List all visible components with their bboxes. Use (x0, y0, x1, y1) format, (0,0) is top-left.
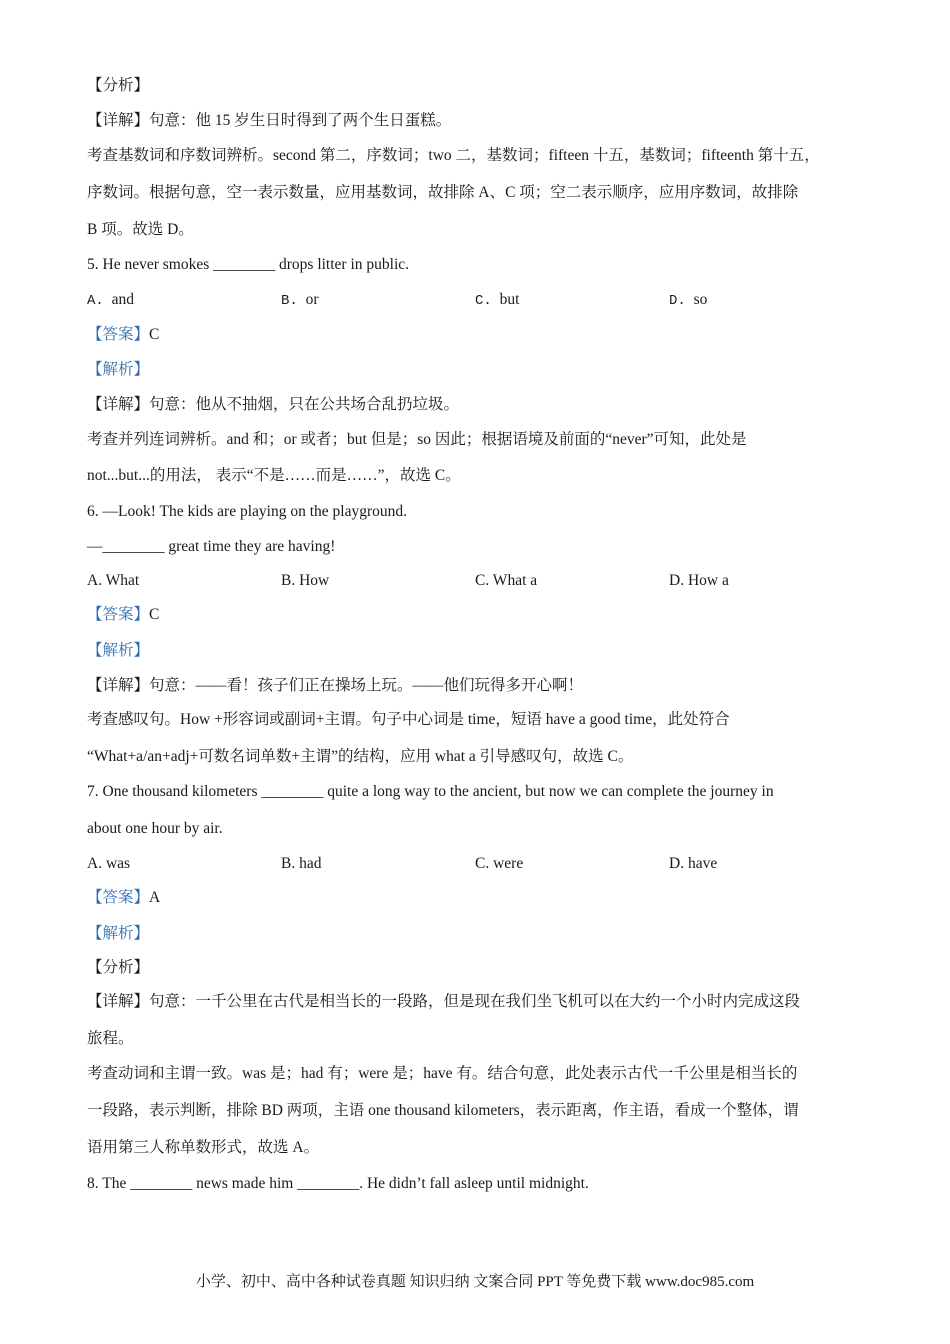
answer-tag: 【答案】 (87, 889, 150, 906)
q6-detail-text: 考查感叹句。How +形容词或副词+主谓。句子中心词是 time，短语 have a good time，此处符合 (87, 711, 730, 728)
q7-analysis-heading: 【分析】 (87, 959, 150, 976)
q6-explanation-tag: 【解析】 (87, 642, 150, 659)
q6-option-b: B. How (281, 572, 330, 589)
q6-detail-meaning: 【详解】句意：——看！孩子们正在操场上玩。——他们玩得多开心啊！ (87, 677, 584, 694)
q7-detail-text: 考查动词和主谓一致。was 是；had 有；were 是；have 有。结合句意，此处表示古代一千公里是相当长的 (87, 1065, 798, 1082)
question-6-reply: —________ great time they are having! (87, 538, 336, 555)
question-7: 7. One thousand kilometers ________ quite a long way to the ancient, but now we can complete the journey in (87, 783, 774, 800)
page-footer: 小学、初中、高中各种试卷真题 知识归纳 文案合同 PPT 等免费下载 www.doc985.com (195, 1274, 755, 1290)
q7-detail-meaning-cont: 旅程。 (87, 1030, 134, 1047)
q5-detail-meaning: 【详解】句意：他从不抽烟，只在公共场合乱扔垃圾。 (87, 396, 460, 413)
question-8: 8. The ________ news made him ________. He didn’t fall asleep until midnight. (87, 1175, 589, 1192)
answer-value: C (149, 606, 160, 623)
q6-answer (87, 605, 880, 625)
q7-option-c: C. were (475, 855, 524, 872)
answer-tag: 【答案】 (87, 606, 150, 623)
q5-option-d: D. so (669, 291, 708, 309)
q7-answer (87, 888, 880, 908)
q7-option-d: D. have (669, 855, 718, 872)
q7-option-b: B. had (281, 855, 322, 872)
answer-value: A (149, 889, 161, 906)
q7-explanation-tag: 【解析】 (87, 925, 150, 942)
answer-value: C (149, 326, 160, 343)
question-6: 6. —Look! The kids are playing on the playground. (87, 503, 407, 520)
q5-option-c: C. but (475, 291, 520, 309)
question-5: 5. He never smokes ________ drops litter in public. (87, 256, 410, 273)
analysis-heading: 【分析】 (87, 77, 150, 94)
q5-option-a: A. and (87, 291, 134, 309)
question-7-cont: about one hour by air. (87, 820, 223, 837)
q7-detail-text: 一段路，表示判断，排除 BD 两项，主语 one thousand kilometers，表示距离，作主语，看成一个整体，谓 (87, 1102, 799, 1119)
q7-detail-text: 语用第三人称单数形式，故选 A。 (87, 1139, 320, 1156)
q5-detail-text: 考查并列连词辨析。and 和；or 或者；but 但是；so 因此；根据语境及前面的“never”可知，此处是 (87, 431, 747, 448)
q7-option-a: A. was (87, 855, 131, 872)
q6-option-a: A. What (87, 572, 140, 589)
q4-detail-meaning: 【详解】句意：他 15 岁生日时得到了两个生日蛋糕。 (87, 112, 452, 129)
q7-detail-meaning: 【详解】句意：一千公里在古代是相当长的一段路，但是现在我们坐飞机可以在大约一个小时内完成这段 (87, 993, 801, 1010)
q5-explanation-tag: 【解析】 (87, 361, 150, 378)
q4-detail-text: 考查基数词和序数词辨析。second 第二，序数词；two 二，基数词；fifteen 十五，基数词；fifteenth 第十五， (87, 147, 820, 164)
q4-detail-text: 序数词。根据句意，空一表示数量，应用基数词，故排除 A、C 项；空二表示顺序，应用序数词，故排除 (87, 184, 799, 201)
q5-option-b: B. or (281, 291, 319, 309)
q5-answer (87, 325, 880, 345)
answer-tag: 【答案】 (87, 326, 150, 343)
q6-option-d: D. How a (669, 572, 729, 589)
q4-detail-text: B 项。故选 D。 (87, 221, 194, 238)
q6-detail-text: “What+a/an+adj+可数名词单数+主谓”的结构，应用 what a 引导感叹句，故选 C。 (87, 748, 634, 765)
q5-detail-text: not...but...的用法， 表示“不是……而是……”，故选 C。 (87, 467, 461, 484)
q6-option-c: C. What a (475, 572, 538, 589)
